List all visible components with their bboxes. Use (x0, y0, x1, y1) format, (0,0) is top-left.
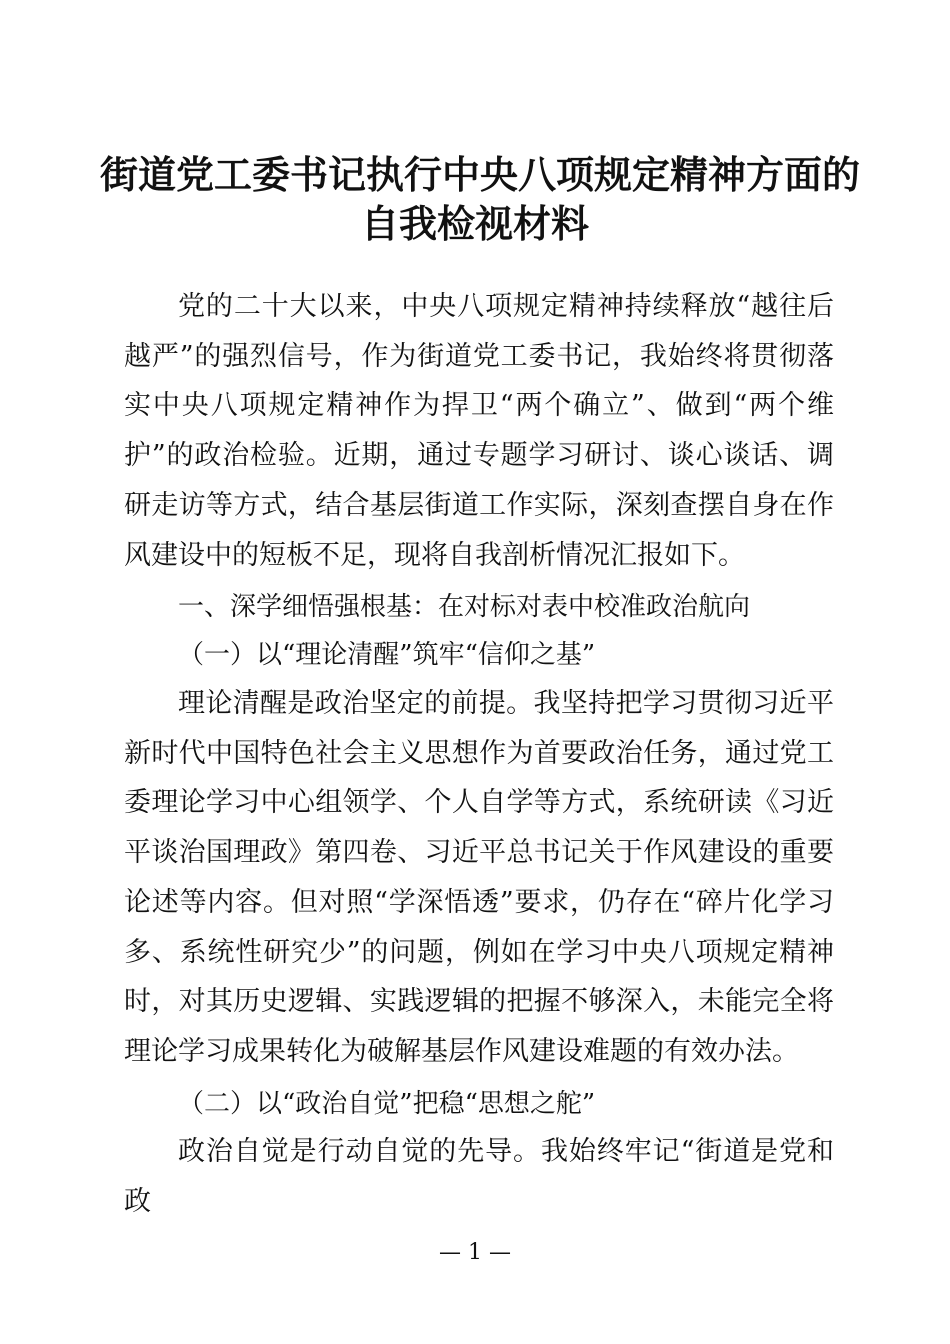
body-paragraph-2: 理论清醒是政治坚定的前提。我坚持把学习贯彻习近平新时代中国特色社会主义思想作为首要政治任务，通过党工委理论学习中心组领学、个人自学等方式，系统研读《习近平谈治国理政》第四卷、习近平总书记关于作风建设的重要论述等内容。但对照“学深悟透”要求，仍存在“碎片化学习多、系统性研究少”的问题，例如在学习中央八项规定精神时，对其历史逻辑、实践逻辑的把握不够深入，未能完全将理论学习成果转化为破解基层作风建设难题的有效办法。 (124, 688, 834, 1067)
intro-paragraph: 党的二十大以来，中央八项规定精神持续释放“越往后越严”的强烈信号，作为街道党工委书记，我始终将贯彻落实中央八项规定精神作为捍卫“两个确立”、做到“两个维护”的政治检验。近期，通过专题学习研讨、谈心谈话、调研走访等方式，结合基层街道工作实际，深刻查摆自身在作风建设中的短板不足，现将自我剖析情况汇报如下。 (124, 291, 834, 571)
section-heading-1: 一、深学细悟强根基：在对标对表中校准政治航向 (178, 592, 751, 622)
subsection-heading-2: （二）以“政治自觉”把稳“思想之舵” (178, 1089, 596, 1119)
page-number: — 1 — (439, 1240, 511, 1265)
body-paragraph-3: 政治自觉是行动自觉的先导。我始终牢记“街道是党和政 (124, 1136, 834, 1217)
document-title-line-2: 自我检视材料 (360, 201, 589, 246)
subsection-heading-1: （一）以“理论清醒”筑牢“信仰之基” (178, 640, 596, 670)
document-title-line-1: 街道党工委书记执行中央八项规定精神方面的 (100, 152, 861, 197)
